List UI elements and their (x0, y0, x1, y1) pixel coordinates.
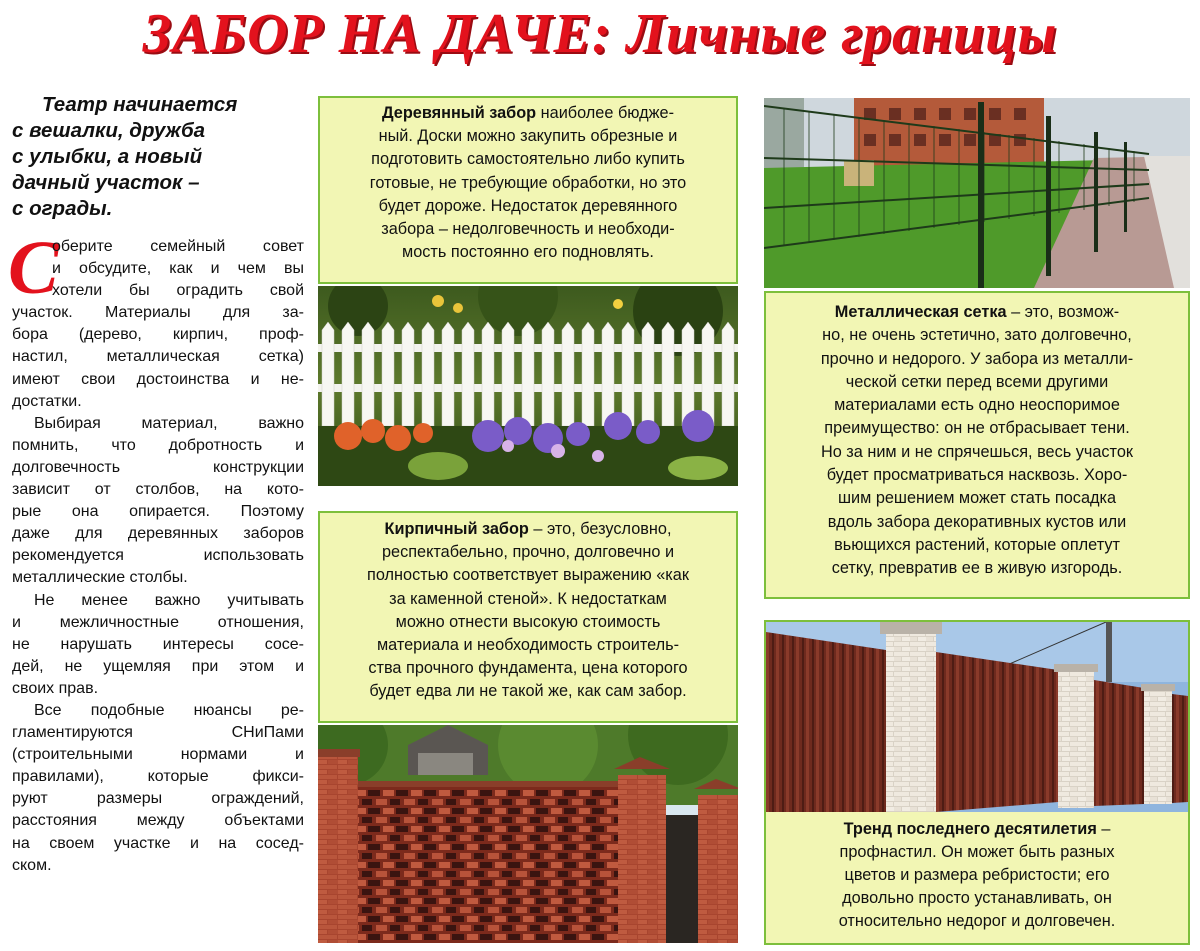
text-line: мость постоянно его подновлять. (402, 243, 654, 262)
text-line: за каменной стеной». К недостаткам (389, 589, 667, 608)
text-line: рекомендуется использовать (12, 547, 304, 565)
text-fragment: наиболее бюдже- (536, 104, 674, 122)
body-column (8, 226, 304, 877)
paragraph-1 (8, 226, 304, 413)
text-line: цветов и размера ребристости; его (844, 866, 1110, 884)
text-line: достатки. (12, 392, 82, 410)
text-line: Выбирая материал, важно (34, 414, 304, 432)
text-line: но, не очень эстетично, зато долговечно, (822, 326, 1132, 345)
lead-line: с улыбки, а новый (12, 145, 203, 168)
text-line: Но за ним и не спрячешься, весь участок (820, 442, 1134, 461)
text-line: довольно просто устанавливать, он (842, 889, 1112, 907)
text-line: Не менее важно учитывать (34, 591, 304, 609)
text-line: преимущество: он не отбрасывает тени. (824, 419, 1130, 438)
text-line: будет дороже. Недостаток деревянного (378, 196, 678, 215)
text-line: рые она опирается. Поэтому (12, 503, 304, 521)
text-line: полностью соответствует выражению «как (367, 566, 689, 585)
text-line: помнить, что добротность и (12, 436, 304, 454)
text-line: Все подобные нюансы ре- (34, 701, 304, 719)
trend-title: Тренд последнего десятилетия (843, 820, 1097, 838)
text-line: ческой сетки перед всеми другими (845, 372, 1109, 391)
text-line: зависит от столбов, на кото- (12, 481, 304, 499)
text-line: (строительными нормами и (12, 746, 304, 764)
drop-cap: С (8, 226, 59, 310)
text-line: материалами есть одно неоспоримое (834, 396, 1120, 415)
wood-fence-title: Деревянный забор (381, 104, 537, 122)
text-line (326, 102, 730, 125)
text-line: подготовить самостоятельно либо купить (371, 150, 685, 169)
lead-line: дачный участок – (12, 171, 200, 194)
text-line: вдоль забора декоративных кустов или (827, 512, 1127, 531)
text-line: оберите семейный совет (52, 238, 304, 255)
text-line: не нарушать интересы сосе- (12, 635, 304, 653)
text-line: ный. Доски можно закупить обрезные и (378, 127, 678, 146)
text-line: даже для деревянных заборов (12, 525, 304, 543)
text-line: и межличностные отношения, (12, 613, 304, 631)
text-line: профнастил. Он может быть разных (839, 843, 1115, 861)
trend-text (772, 818, 1182, 933)
brick-fence-illustration (318, 725, 738, 943)
paragraph-2 (12, 413, 304, 590)
brick-fence-photo (318, 725, 738, 943)
lead-line: Театр начинается (42, 93, 238, 116)
text-line (772, 818, 1182, 841)
paragraph-4 (12, 700, 304, 877)
text-line: хотели бы оградить свой (52, 282, 304, 300)
wood-fence-text (326, 102, 730, 264)
text-line: прочно и недорого. У забора из металли- (820, 349, 1134, 368)
text-line: вьющихся растений, которые оплетут (834, 535, 1120, 554)
brick-fence-box (318, 511, 738, 723)
text-line: долговечность конструкции (12, 458, 304, 476)
paragraph-3 (12, 590, 304, 700)
metal-mesh-text (772, 301, 1182, 581)
text-line: имеют свои достоинства и не- (12, 370, 304, 388)
text-line: участок. Материалы для за- (12, 304, 304, 322)
text-line: шим решением может стать посадка (837, 489, 1117, 508)
text-line: руют размеры ограждений, (12, 790, 304, 808)
lead-intro (12, 92, 302, 222)
text-line: будет едва ли не такой же, как сам забор. (369, 682, 687, 701)
text-line: металлические столбы. (12, 569, 188, 587)
metal-mesh-illustration (764, 98, 1190, 288)
text-line: готовые, не требующие обработки, но это (369, 173, 687, 192)
text-line: будет просматриваться насквозь. Хоро- (826, 466, 1128, 485)
lead-line: с вешалки, дружба (12, 119, 206, 142)
text-fragment: – это, безусловно, (528, 520, 672, 538)
text-line: забора – недолговечность и необходи- (381, 220, 675, 239)
text-line: респектабельно, прочно, долговечно и (381, 543, 675, 562)
metal-mesh-box (764, 291, 1190, 599)
text-line: материала и необходимость строитель- (376, 636, 680, 655)
text-line: сетку, превратив ее в живую изгородь. (831, 559, 1123, 578)
text-line: правилами), которые фикси- (12, 768, 304, 786)
text-line: и обсудите, как и чем вы (52, 260, 304, 278)
picket-fence-photo (318, 286, 738, 486)
picket-fence-illustration (318, 286, 738, 486)
wood-fence-box (318, 96, 738, 284)
trend-box (766, 812, 1188, 943)
metal-mesh-photo (764, 98, 1190, 288)
text-line: настил, металлическая сетка) (12, 348, 304, 366)
headline: ЗАБОР НА ДАЧЕ: Личные границы (142, 3, 1058, 65)
metal-mesh-title: Металлическая сетка (834, 303, 1007, 321)
text-line (772, 301, 1182, 324)
text-line: бора (дерево, кирпич, проф- (12, 326, 304, 344)
text-line: можно отнести высокую стоимость (395, 612, 661, 631)
text-line (326, 518, 730, 541)
brick-fence-text (326, 518, 730, 704)
text-fragment: – это, возмож- (1006, 303, 1120, 321)
brick-fence-title: Кирпичный забор (384, 520, 529, 538)
text-line: на своем участке и на сосед- (12, 834, 304, 852)
text-line: своих прав. (12, 679, 99, 697)
text-line: гламентируются СНиПами (12, 724, 304, 742)
text-line: ском. (12, 856, 52, 874)
text-line: дей, не ущемляя при этом и (12, 657, 304, 675)
text-line: относительно недорог и долговечен. (838, 912, 1116, 930)
text-line: ства прочного фундамента, цена которого (368, 659, 688, 678)
lead-line: с ограды. (12, 197, 113, 220)
text-fragment: – (1096, 820, 1111, 838)
text-line: расстояния между объектами (12, 812, 304, 830)
